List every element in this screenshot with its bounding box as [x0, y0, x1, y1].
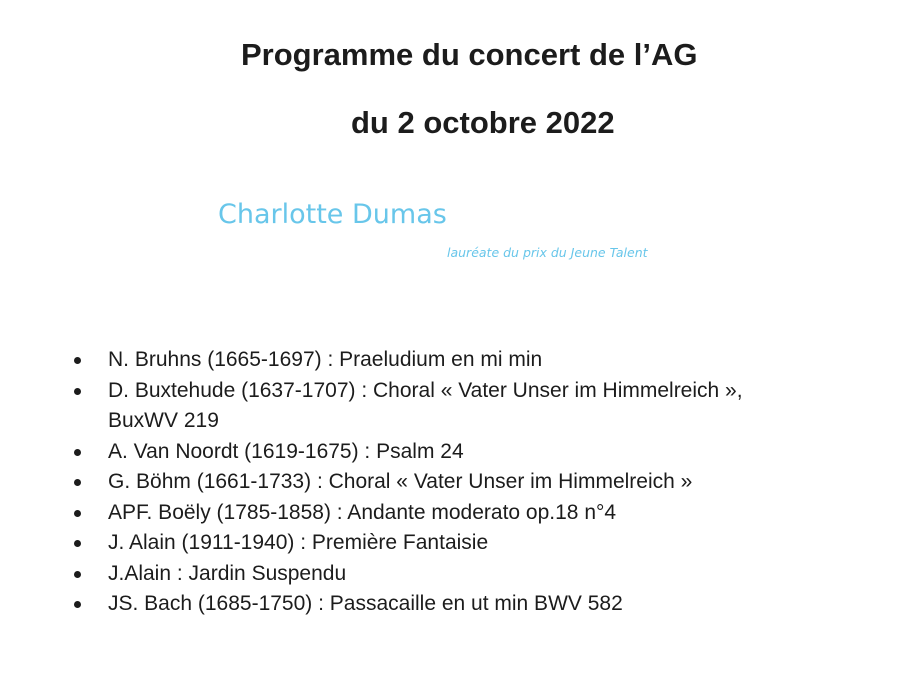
page-title-line-1: Programme du concert de l’AG: [241, 37, 698, 72]
program-item-text: D. Buxtehude (1637-1707) : Choral « Vater Unser im Himmelreich »,: [108, 378, 743, 402]
page-title-line-2: du 2 octobre 2022: [351, 105, 615, 140]
bullet-icon: [74, 479, 81, 486]
bullet-icon: [74, 540, 81, 547]
program-item-text: A. Van Noordt (1619-1675) : Psalm 24: [108, 439, 464, 463]
program-item-text: N. Bruhns (1665-1697) : Praeludium en mi min: [108, 348, 543, 371]
bullet-icon: [74, 357, 81, 364]
program-item-text: JS. Bach (1685-1750) : Passacaille en ut min BWV 582: [108, 592, 623, 615]
performer-name: Charlotte Dumas: [218, 199, 447, 230]
program-item-text: APF. Boëly (1785-1858) : Andante moderato op.18 n°4: [108, 500, 617, 524]
bullet-icon: [74, 388, 81, 395]
program-item-text: J. Alain (1911-1940) : Première Fantaisie: [108, 531, 489, 554]
performer-subtitle: lauréate du prix du Jeune Talent: [447, 245, 648, 260]
program-item: [0, 559, 900, 590]
program-item: [0, 467, 900, 498]
bullet-icon: [74, 510, 81, 517]
bullet-icon: [74, 449, 81, 456]
program-item: [0, 589, 900, 620]
program-item: [0, 345, 900, 376]
program-item: [0, 376, 900, 437]
program-item-text-continued: BuxWV 219: [108, 409, 219, 432]
program-item-text: J.Alain : Jardin Suspendu: [108, 561, 347, 585]
program-item: [0, 498, 900, 529]
program-item-text: G. Böhm (1661-1733) : Choral « Vater Unser im Himmelreich »: [108, 470, 693, 493]
bullet-icon: [74, 571, 81, 578]
program-list: [0, 345, 900, 620]
program-item: [0, 437, 900, 468]
bullet-icon: [74, 601, 81, 608]
program-item: [0, 528, 900, 559]
